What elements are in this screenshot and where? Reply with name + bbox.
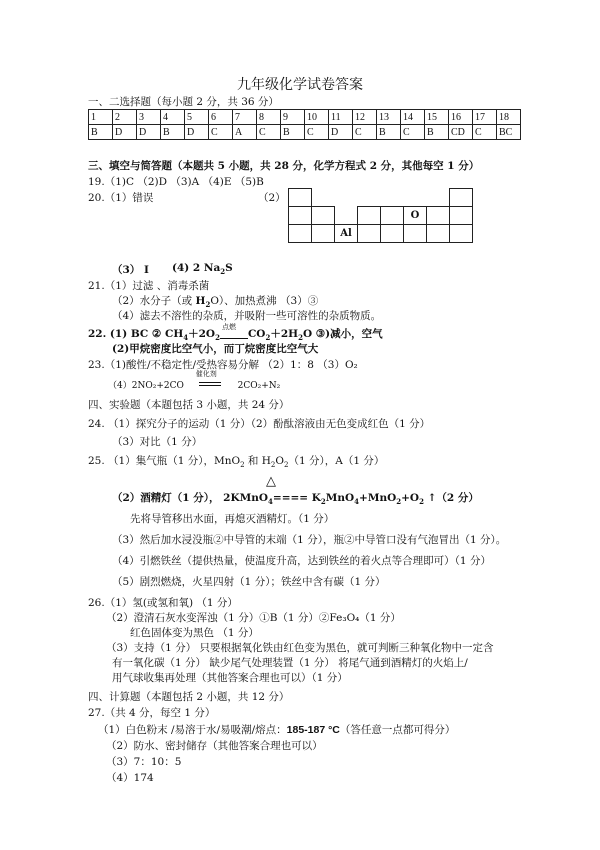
answer-21-2 [112,293,318,309]
answer-text: +MnO [359,492,397,504]
answer-text: MnO [325,492,355,504]
heat-symbol: △ [266,474,276,489]
pt-empty [335,189,358,207]
answer-text: O）、加热煮沸 （3）③ [210,295,319,307]
answer-text: ＋2H [270,328,299,340]
answer-20-3 [112,262,149,277]
subscript: 2 [220,267,226,277]
pt-cell [381,225,404,243]
answer-20-3-text: （3） I [112,264,149,276]
pt-cell [450,207,473,225]
answer-24-1: 24. （1）探究分子的运动（1 分）（2）酚酞溶液由无色变成红色（1 分） [88,418,431,430]
pt-empty [335,207,358,225]
answer-text: 和 H [244,455,271,467]
subscript: 4 [354,497,360,507]
answer-text: O [275,455,284,467]
question-number-cell: 3 [137,110,161,125]
question-number-cell: 9 [281,110,305,125]
subscript: 2 [320,497,326,507]
answer-letter-cell: C [473,125,497,140]
pt-cell [358,207,381,225]
question-number-cell: 17 [473,110,497,125]
answer-letter-cell: C [209,125,233,140]
answer-27: 27.（共 4 分，每空 1 分） [88,707,216,719]
subscript: 4 [183,333,189,343]
answer-letter-cell: B [281,125,305,140]
answer-text: （1）白色粉末 /易溶于水/易吸潮/熔点： [98,724,287,736]
answer-letter-cell: B [425,125,449,140]
pt-empty [312,189,335,207]
answer-20-2-label: （2） [258,192,286,204]
answer-26-3c: 用气球收集再处理（其他答案合理也可以）（1 分） [112,672,348,684]
answer-letter-cell: C [305,125,329,140]
answer-text: ↑（2 分） [423,492,479,504]
question-number-cell: 18 [497,110,521,125]
equals-sign [199,382,221,386]
answer-letter-cell: C [401,125,425,140]
answer-22-1 [88,323,383,343]
periodic-table-sketch [288,188,473,243]
pt-empty [381,189,404,207]
question-number-cell: 5 [185,110,209,125]
answer-text: ==== K [272,492,321,504]
pt-cell [427,225,450,243]
pt-empty [358,189,381,207]
page-title: 九年级化学试卷答案 [237,77,363,93]
answer-text: （2）水分子（或 [112,295,196,307]
answer-26-2: （2）澄清石灰水变浑浊（1 分）①B（1 分）②Fe₃O₄（1 分） [106,612,401,624]
reaction-arrow [193,370,229,388]
answer-19: 19.（1)C （2)D （3)A （4)E （5)B [88,176,264,188]
subscript: 2 [396,497,402,507]
answer-letter-cell: CD [449,125,473,140]
section-heading-fill: 三、填空与简答题（本题共 5 小题，共 28 分，化学方程式 2 分，其他每空 1 分） [88,160,480,172]
question-number-cell: 7 [233,110,257,125]
answer-26-2b: 红色固体变为黑色 （1 分） [130,627,259,639]
answer-text: （1 分），A（1 分） [288,455,385,467]
question-number-cell: 14 [401,110,425,125]
pt-cell [381,207,404,225]
answer-text: 22. (1) BC ② CH [88,328,184,340]
answer-letter-cell: C [353,125,377,140]
question-number-cell: 6 [209,110,233,125]
answer-letter-cell: D [113,125,137,140]
question-number-cell: 4 [161,110,185,125]
answer-text: 185-187 °C [286,724,340,736]
subscript: 2 [284,461,289,470]
answer-text: （2）酒精灯（1 分）， 2KMnO [112,492,269,504]
answer-text: +O [401,492,420,504]
question-number-cell: 10 [305,110,329,125]
answer-21-1: 21.（1）过滤 、消毒杀菌 [88,280,210,292]
answer-25-3: （3）然后加水浸没瓶②中导管的末端（1 分），瓶②中导管口没有气泡冒出（1 分）。 [112,534,507,546]
pt-cell [358,225,381,243]
reaction-arrow [220,323,248,339]
question-number-cell: 2 [113,110,137,125]
question-number-cell: 15 [425,110,449,125]
subscript: 4 [268,497,273,507]
answer-27-1 [98,722,455,737]
answer-number-row [89,110,521,125]
answer-27-4: （4）174 [106,772,154,784]
subscript: 2 [298,333,303,343]
answer-letter-cell: B [89,125,113,140]
pt-cell [450,189,473,207]
answer-letter-cell: B [161,125,185,140]
answer-letter-cell: D [329,125,353,140]
answer-26-1: 26.（1）氢(或氢和氧) （1 分） [88,597,238,609]
pt-cell-aluminium: Al [335,225,358,243]
reaction-condition: 点燃 [221,323,236,331]
question-number-cell: 11 [329,110,353,125]
answer-24-3: （3）对比（1 分） [112,436,203,448]
answer-text: O ③)减小，空气 [302,328,383,340]
answer-25-2 [112,490,479,506]
answer-20-4-text: S [225,262,233,274]
question-number-cell: 12 [353,110,377,125]
answer-25-1 [88,453,384,469]
pt-cell [312,225,335,243]
answer-table [88,109,521,140]
subscript: 2 [215,333,220,343]
subscript: 2 [270,461,276,470]
pt-cell [289,225,312,243]
question-number-cell: 8 [257,110,281,125]
subscript: 2 [419,497,424,507]
answer-letter-cell: BC [497,125,521,140]
answer-27-3: （3）7：10：5 [106,756,182,768]
answer-25-4: （4）引燃铁丝（提供热量，使温度升高，达到铁丝的着火点等合理即可）（1 分） [112,555,491,567]
pt-cell [404,225,427,243]
subscript: 2 [240,461,245,470]
answer-text: （答任意一点都可得分） [339,724,456,736]
answer-letter-row [89,125,521,140]
pt-empty [404,189,427,207]
answer-text: CO [247,328,266,340]
answer-20-4 [172,262,233,276]
answer-25-5: （5）剧烈燃烧，火星四射（1 分）；铁丝中含有碳（1 分） [112,576,386,588]
answer-letter-cell: D [185,125,209,140]
answer-text: H [195,295,206,307]
pt-cell [427,207,450,225]
pt-cell [450,225,473,243]
question-number-cell: 16 [449,110,473,125]
answer-letter-cell: B [377,125,401,140]
answer-23-4 [108,370,281,391]
pt-cell [289,189,312,207]
answer-25-2-note: 先将导管移出水面，再熄灭酒精灯。（1 分） [130,513,335,525]
answer-letter-cell: C [257,125,281,140]
subscript: 2 [265,333,271,343]
answer-text: 25. （1）集气瓶（1 分），MnO [88,455,241,467]
pt-empty [427,189,450,207]
answer-letter-cell: D [137,125,161,140]
answer-20-4-text: (4) 2 Na [172,262,221,274]
answer-26-3b: 有一氧化碳（1 分） 缺少尾气处理装置（1 分） 将尾气通到酒精灯的火焰上/ [112,657,468,669]
answer-23-1: 23.（1)酸性/不稳定性/受热容易分解 （2）1：8 （3）O₂ [88,359,358,371]
answer-text: （4）2NO₂+2CO [108,381,184,391]
question-number-cell: 13 [377,110,401,125]
section-heading-experiment: 四、实验题（本题包括 3 小题，共 24 分） [88,399,290,411]
answer-27-2: （2）防水、密封储存（其他答案合理也可以） [106,740,323,752]
answer-text: ＋2O [188,328,216,340]
reaction-condition: 催化剂 [195,370,217,378]
section-heading-choice: 一、二选择题（每小题 2 分，共 36 分） [88,96,279,108]
pt-cell-oxygen: O [404,207,427,225]
pt-cell [312,207,335,225]
pt-cell [289,207,312,225]
answer-22-2: (2)甲烷密度比空气小，而丁烷密度比空气大 [112,343,319,355]
subscript: 2 [205,300,211,310]
section-heading-calculation: 四、计算题（本题包括 2 小题，共 12 分） [88,691,290,703]
answer-text: 2CO₂+N₂ [237,381,281,391]
answer-21-3: （4）滤去不溶性的杂质，并吸附一些可溶性的杂质物质。 [112,310,382,322]
answer-20-1: 20.（1）错误 [88,192,154,204]
question-number-cell: 1 [89,110,113,125]
answer-letter-cell: A [233,125,257,140]
answer-26-3a: （3）支持（1 分） 只要根据氧化铁由红色变为黑色，就可判断三种氧化物中一定含 [106,642,494,654]
